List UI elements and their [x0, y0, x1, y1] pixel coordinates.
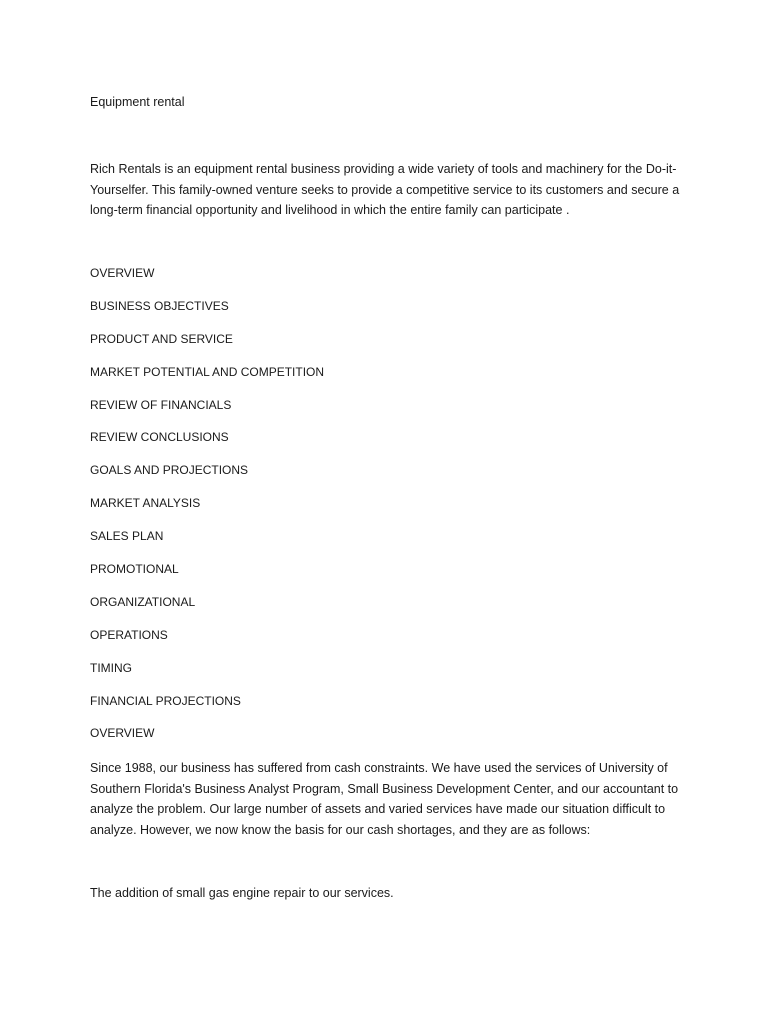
overview-paragraph: Since 1988, our business has suffered from cash constraints. We have used the services of University of Southern Florida's Business Analyst Program, Small Business Development Center, and our accountant to analyze the problem. Our large number of assets and varied services have made our situation difficult to analyze. However, we now know the basis for our cash shortages, and they are as follows: — [90, 761, 679, 837]
table-of-contents — [90, 265, 324, 758]
toc-item: OPERATIONS — [90, 627, 168, 642]
toc-item: BUSINESS OBJECTIVES — [90, 298, 229, 313]
toc-item: MARKET ANALYSIS — [90, 496, 201, 511]
toc-item: SALES PLAN — [90, 529, 164, 544]
toc-item: OVERVIEW — [90, 726, 155, 741]
toc-item: PROMOTIONAL — [90, 562, 179, 577]
document-title: Equipment rental — [90, 95, 185, 109]
toc-item: REVIEW CONCLUSIONS — [90, 430, 229, 445]
toc-item: REVIEW OF FINANCIALS — [90, 397, 232, 412]
toc-item: GOALS AND PROJECTIONS — [90, 463, 249, 478]
intro-paragraph: Rich Rentals is an equipment rental business providing a wide variety of tools and machinery for the Do-it-Yourselfer. This family-owned venture seeks to provide a competitive service to its customers and secure a long-term financial opportunity and livelihood in which the entire family can participate . — [90, 162, 680, 217]
toc-item: ORGANIZATIONAL — [90, 594, 196, 609]
gas-engine-repair-line: The addition of small gas engine repair to our services. — [90, 886, 394, 900]
toc-item: OVERVIEW — [90, 266, 155, 280]
toc-item: PRODUCT AND SERVICE — [90, 331, 233, 346]
toc-item: MARKET POTENTIAL AND COMPETITION — [90, 364, 325, 379]
toc-item: FINANCIAL PROJECTIONS — [90, 693, 241, 708]
toc-item: TIMING — [90, 660, 132, 675]
